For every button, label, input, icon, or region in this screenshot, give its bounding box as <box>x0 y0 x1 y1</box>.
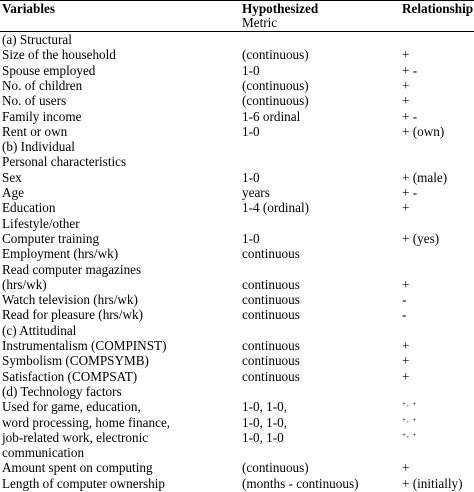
metric-cell: years <box>242 185 270 200</box>
relationship-cell: - <box>402 292 407 308</box>
variable-cell: No. of users <box>2 93 67 109</box>
table-row <box>0 307 474 323</box>
relationship-cell: + (yes) <box>402 230 440 246</box>
table-row <box>0 47 474 63</box>
table-row <box>0 78 474 94</box>
variable-cell: No. of children <box>2 77 83 93</box>
metric-cell: continuous <box>242 353 300 369</box>
table-row <box>0 384 474 400</box>
metric-cell: 1-4 (ordinal) <box>242 200 310 216</box>
variable-cell: Read computer magazines <box>2 261 142 277</box>
relationship-cell: + <box>402 47 410 63</box>
relationship-cell: + <box>402 338 410 353</box>
relationship-cell: + (own) <box>402 123 445 139</box>
header-metric: Metric <box>242 15 278 30</box>
variable-cell: (d) Technology factors <box>2 383 122 399</box>
metric-cell: 1-0, 1-0 <box>242 429 284 445</box>
metric-cell: 1-0 <box>242 169 260 185</box>
table-row <box>0 231 474 247</box>
header-variables: Variables <box>2 1 55 16</box>
metric-cell: continuous <box>242 338 300 353</box>
table-row <box>0 200 474 216</box>
metric-cell: 1-0 <box>242 230 260 246</box>
table-row <box>0 460 474 476</box>
table-row <box>0 185 474 201</box>
variable-cell: Family income <box>2 108 82 124</box>
relationship-cell: - <box>402 307 407 323</box>
table-row <box>0 109 474 125</box>
relationship-cell: + <box>402 368 410 384</box>
table-row <box>0 415 474 431</box>
variable-cell: Satisfaction (COMPSAT) <box>2 368 138 384</box>
variable-cell: Age <box>2 185 24 200</box>
variable-cell: Employment (hrs/wk) <box>2 246 119 262</box>
relationship-cell: +, + <box>402 430 418 439</box>
metric-cell: continuous <box>242 276 300 292</box>
table-row <box>0 369 474 385</box>
table-row <box>0 139 474 155</box>
variable-cell: Used for game, education, <box>2 399 141 415</box>
table-row <box>0 246 474 262</box>
relationship-cell: +, + <box>402 415 418 424</box>
metric-cell: (continuous) <box>242 460 309 476</box>
relationship-cell: + - <box>402 108 418 124</box>
variable-cell: Sex <box>2 169 22 185</box>
variable-cell: Lifestyle/other <box>2 215 80 231</box>
metric-cell: continuous <box>242 246 300 262</box>
variable-cell: Symbolism (COMPSYMB) <box>2 353 149 369</box>
metric-cell: continuous <box>242 292 300 308</box>
variable-cell: Length of computer ownership <box>2 475 165 491</box>
relationship-cell: + <box>402 77 410 93</box>
metric-cell: continuous <box>242 368 300 384</box>
variable-cell: word processing, home finance, <box>2 414 171 430</box>
relationship-cell: + - <box>402 185 418 200</box>
table-row <box>0 353 474 369</box>
table-row <box>0 430 474 446</box>
relationship-cell: + <box>402 353 410 369</box>
table-row <box>0 63 474 79</box>
variable-cell: Amount spent on computing <box>2 460 153 476</box>
table-row <box>0 476 474 492</box>
relationship-cell: + (male) <box>402 169 448 185</box>
relationship-cell: + <box>402 276 410 292</box>
variable-cell: Education <box>2 200 56 216</box>
relationship-cell: + <box>402 93 410 109</box>
table-row <box>0 292 474 308</box>
variable-cell: Watch television (hrs/wk) <box>2 292 138 308</box>
metric-cell: 1-0, 1-0, <box>242 399 288 415</box>
variable-cell: communication <box>2 445 85 461</box>
relationship-cell: + (initially) <box>402 475 463 491</box>
relationship-cell: + <box>402 460 410 476</box>
table-row <box>0 216 474 232</box>
metric-cell: (continuous) <box>242 77 309 93</box>
table-row <box>0 170 474 186</box>
metric-cell: 1-0 <box>242 123 260 139</box>
metric-cell: (months - continuous) <box>242 475 359 491</box>
table-row <box>0 262 474 278</box>
variable-cell: Personal characteristics <box>2 154 127 170</box>
variable-cell: Computer training <box>2 230 100 246</box>
table-row <box>0 399 474 415</box>
metric-cell: 1-0, 1-0, <box>242 414 288 430</box>
variable-cell: Read for pleasure (hrs/wk) <box>2 307 143 323</box>
header-relationship: Relationship <box>402 1 474 16</box>
variable-cell: (b) Individual <box>2 139 75 155</box>
variable-cell: (a) Structural <box>2 32 72 47</box>
variable-cell: Rent or own <box>2 123 68 139</box>
table-row <box>0 338 474 354</box>
table-row <box>0 323 474 339</box>
table-row <box>0 154 474 170</box>
metric-cell: 1-0 <box>242 62 260 78</box>
relationship-cell: + <box>402 200 410 216</box>
variable-cell: Spouse employed <box>2 62 96 78</box>
variable-cell: Size of the household <box>2 47 116 63</box>
variable-cell: (hrs/wk) <box>2 276 47 292</box>
table-row <box>0 93 474 109</box>
metric-cell: (continuous) <box>242 47 309 63</box>
variable-cell: Instrumentalism (COMPINST) <box>2 338 167 353</box>
table-row <box>0 445 474 461</box>
variable-cell: job-related work, electronic <box>2 429 149 445</box>
table-row <box>0 32 474 48</box>
metric-cell: 1-6 ordinal <box>242 108 301 124</box>
relationship-cell: +, + <box>402 400 418 409</box>
table-row <box>0 124 474 140</box>
header-hypothesized: Hypothesized <box>242 1 319 16</box>
relationship-cell: + - <box>402 62 418 78</box>
table-row <box>0 277 474 293</box>
metric-cell: (continuous) <box>242 93 309 109</box>
metric-cell: continuous <box>242 307 300 323</box>
variable-cell: (c) Attitudinal <box>2 322 77 338</box>
